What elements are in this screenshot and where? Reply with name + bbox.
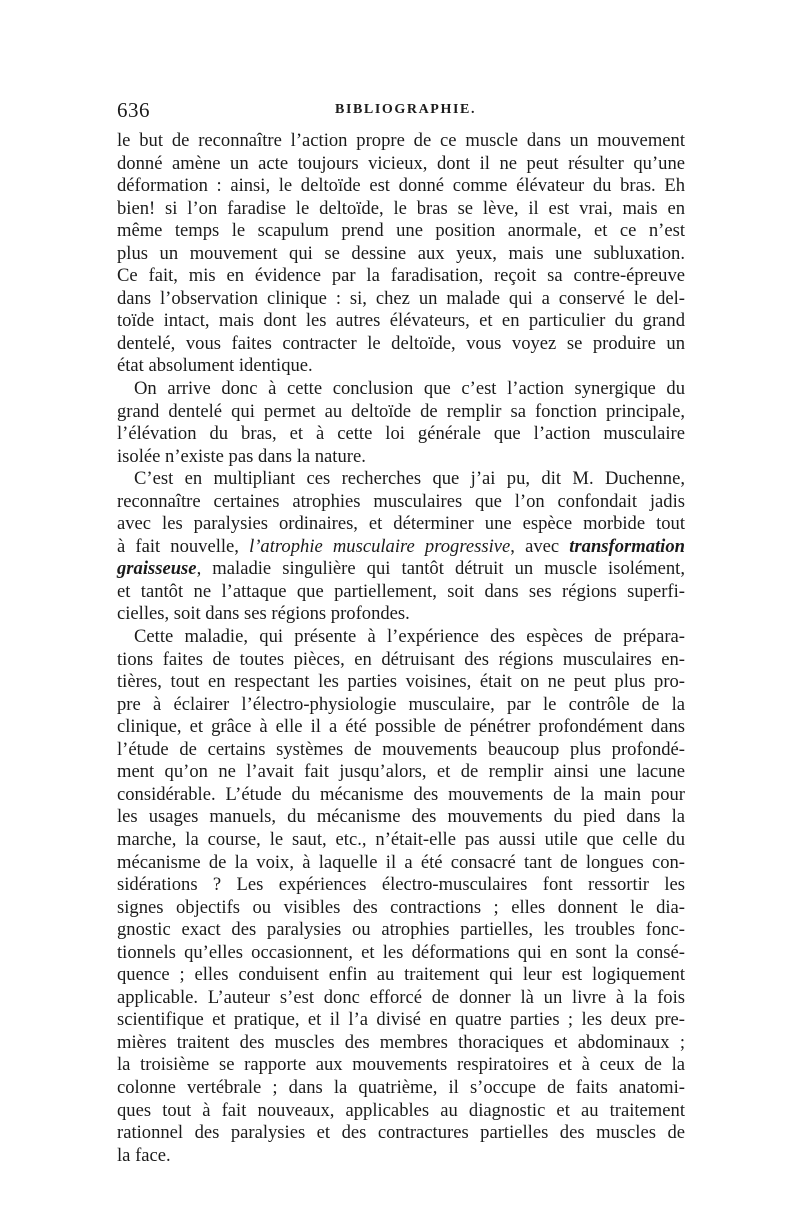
text-line: ment qu’on ne l’avait fait jusqu’alors, et de remplir ainsi une lacune [117,761,685,783]
text-line: plus un mouvement qui se dessine aux yeux, mais une subluxation. [117,242,685,264]
text-line: bien! si l’on faradise le deltoïde, le bras se lève, il est vrai, mais en [117,197,685,219]
text-line: applicable. L’auteur s’est donc efforcé de donner là un livre à la fois [117,986,685,1008]
text-line: tions faites de toutes pièces, en détruisant des régions musculaires en- [117,648,685,670]
text-line: considérable. L’étude du mécanisme des mouvements de la main pour [117,783,685,805]
text-line: Ce fait, mis en évidence par la faradisation, reçoit sa contre-épreuve [117,265,685,287]
bold-italic-term: transformation [569,535,685,557]
italic-term: l’atrophie musculaire progressive [249,535,511,557]
paragraph-4 [117,626,685,1167]
text-line: colonne vertébrale ; dans la quatrième, il s’occupe de faits anatomi- [117,1076,685,1098]
text-line: donné amène un acte toujours vicieux, dont il ne peut résulter qu’une [117,152,685,174]
text-line: On arrive donc à cette conclusion que c’est l’action synergique du [134,378,685,400]
running-head: BIBLIOGRAPHIE. [335,102,477,117]
text-line: toïde intact, mais dont les autres élévateurs, et en particulier du grand [117,310,685,332]
text-line: ques tout à fait nouveaux, applicables au diagnostic et au traitement [117,1099,685,1121]
body-text [117,130,685,1167]
text-line: tières, tout en respectant les parties voisines, était on ne peut plus pro- [117,671,685,693]
text-line: les usages manuels, du mécanisme des mouvements du pied dans la [117,806,685,828]
text-line: rationnel des paralysies et des contractures partielles des muscles de [117,1122,685,1144]
text-line: avec les paralysies ordinaires, et déterminer une espèce morbide tout [117,513,685,535]
bold-italic-term: graisseuse [117,558,197,580]
text-line: C’est en multipliant ces recherches que j’ai pu, dit M. Duchenne, [134,468,685,490]
paragraph-1 [117,130,685,378]
text-line: dans l’observation clinique : si, chez un malade qui a conservé le del- [117,287,685,309]
text-line: signes objectifs ou visibles des contractions ; elles donnent le dia- [117,896,685,918]
text-line: l’élévation du bras, et à cette loi générale que l’action musculaire [117,423,685,445]
paragraph-2 [117,378,685,468]
text-line: sidérations ? Les expériences électro-musculaires font ressortir les [117,874,685,896]
text-line: Cette maladie, qui présente à l’expérience des espèces de prépara- [134,626,685,648]
text-line: l’étude de certains systèmes de mouvements beaucoup plus profondé- [117,738,685,760]
page-header [117,98,687,126]
text-line: gnostic exact des paralysies ou atrophies partielles, les troubles fonc- [117,919,685,941]
text-line: même temps le scapulum prend une position anormale, et ce n’est [117,220,685,242]
text-line: scientifique et pratique, et il l’a divisé en quatre parties ; les deux pre- [117,1009,685,1031]
text-line: dentelé, vous faites contracter le deltoïde, vous voyez se produire un [117,332,685,354]
text-line: mières traitent des muscles des membres thoraciques et abdominaux ; [117,1031,685,1053]
text-line: le but de reconnaître l’action propre de ce muscle dans un mouvement [117,130,685,151]
text-line: clinique, et grâce à elle il a été possible de pénétrer profondément dans [117,716,685,738]
text-line-emphasis [117,536,685,559]
paragraph-3 [117,468,685,626]
text-line: cielles, soit dans ses régions profondes. [117,603,410,625]
line-text: , maladie singulière qui tantôt détruit un muscle isolément, [196,558,685,580]
text-line: état absolument identique. [117,355,313,377]
line-text: , avec [510,535,570,557]
text-line: marche, la course, le saut, etc., n’était-elle pas aussi utile que celle du [117,828,685,850]
text-line-emphasis [117,558,685,581]
text-line: grand dentelé qui permet au deltoïde de remplir sa fonction principale, [117,400,685,422]
line-text: à fait nouvelle, [117,535,250,557]
text-line: et tantôt ne l’attaque que partiellement, soit dans ses régions superfi- [117,580,685,602]
text-line: reconnaître certaines atrophies musculaires que l’on confondait jadis [117,490,685,512]
text-line: la troisième se rapporte aux mouvements respiratoires et à ceux de la [117,1054,685,1076]
text-line: déformation : ainsi, le deltoïde est donné comme élévateur du bras. Eh [117,175,685,197]
text-line: mécanisme de la voix, à laquelle il a été consacré tant de longues con- [117,851,685,873]
text-line: tionnels qu’elles occasionnent, et les déformations qui en sont la consé- [117,941,685,963]
text-line: isolée n’existe pas dans la nature. [117,445,366,467]
page-number: 636 [117,98,150,122]
text-line: quence ; elles conduisent enfin au traitement qui leur est logiquement [117,964,685,986]
text-line: la face. [117,1144,171,1166]
text-line: pre à éclairer l’électro-physiologie musculaire, par le contrôle de la [117,693,685,715]
